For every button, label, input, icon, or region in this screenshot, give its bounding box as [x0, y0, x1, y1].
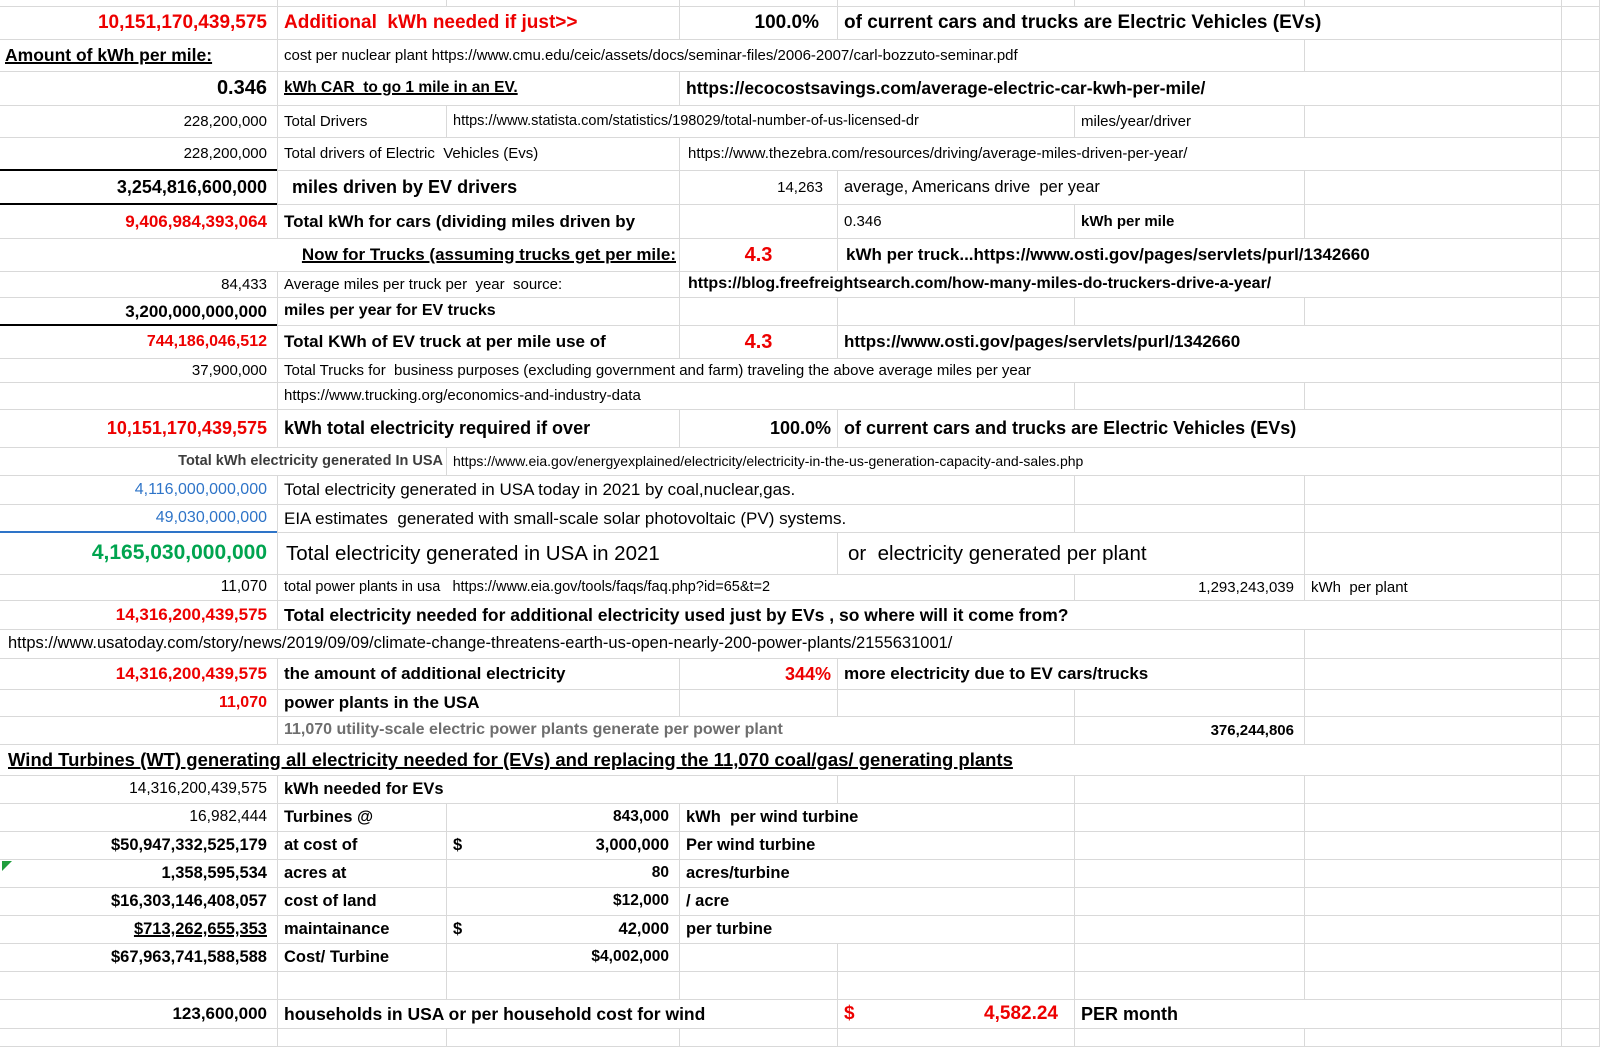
grid-cell-G16[interactable] — [1305, 476, 1562, 505]
grid-cell-F23[interactable] — [1075, 690, 1305, 717]
grid-cell-G0[interactable] — [1305, 0, 1562, 7]
cell-D27[interactable]: kWh per wind turbine — [680, 804, 1074, 831]
cell-B19[interactable]: total power plants in usa https://www.eia.gov/tools/faqs/faq.php?id=65&t=2 — [278, 575, 1074, 600]
grid-cell-G21[interactable] — [1305, 630, 1562, 659]
cell-B16[interactable]: Total electricity generated in USA today in 2021 by coal,nuclear,gas. — [278, 476, 1074, 504]
cell-A5[interactable]: 228,200,000 — [0, 138, 277, 170]
cell-C29[interactable]: 80 — [447, 860, 679, 887]
currency-symbol: $ — [453, 835, 463, 854]
cell-E22[interactable]: more electricity due to EV cars/trucks — [838, 659, 1304, 689]
grid-cell-H9[interactable] — [1562, 272, 1600, 298]
cell-B9[interactable]: Average miles per truck per year source: — [278, 272, 679, 297]
cell-A25[interactable]: Wind Turbines (WT) generating all electricity needed for (EVs) and replacing the 11,070 coal/gas/ generating plants — [0, 745, 1561, 775]
grid-cell-A35[interactable] — [0, 1029, 278, 1047]
cell-A29[interactable]: 1,358,595,534 — [0, 860, 277, 887]
grid-cell-H7[interactable] — [1562, 205, 1600, 239]
grid-cell-H13[interactable] — [1562, 383, 1600, 410]
grid-cell-E35[interactable] — [838, 1029, 1075, 1047]
currency-value: 4,582.24 — [984, 1003, 1058, 1025]
cell-E14[interactable]: of current cars and trucks are Electric Vehicles (EVs) — [838, 410, 1561, 447]
cell-B22[interactable]: the amount of additional electricity — [278, 659, 679, 689]
cell-B2[interactable]: cost per nuclear plant https://www.cmu.edu/ceic/assets/docs/seminar-files/2006-2007/carl-bozzuto-seminar.pdf — [278, 40, 1304, 71]
grid-cell-G10[interactable] — [1305, 298, 1562, 326]
grid-cell-H3[interactable] — [1562, 72, 1600, 106]
grid-cell-H21[interactable] — [1562, 630, 1600, 659]
cell-B34[interactable]: households in USA or per household cost for wind — [278, 1000, 837, 1028]
grid-cell-F13[interactable] — [1075, 383, 1305, 410]
cell-F7[interactable]: kWh per mile — [1075, 205, 1304, 238]
cell-B23[interactable]: power plants in the USA — [278, 690, 679, 716]
currency-symbol: $ — [453, 919, 463, 938]
cell-D6[interactable]: 14,263 — [680, 171, 837, 204]
cell-B28[interactable]: at cost of — [278, 832, 446, 859]
cell-F24[interactable]: 376,244,806 — [1075, 717, 1304, 744]
grid-cell-H23[interactable] — [1562, 690, 1600, 717]
grid-cell-B0[interactable] — [278, 0, 447, 7]
cell-A34[interactable]: 123,600,000 — [0, 1000, 277, 1028]
cell-B17[interactable]: EIA estimates generated with small-scale solar photovoltaic (PV) systems. — [278, 505, 1074, 532]
grid-cell-E33[interactable] — [838, 972, 1075, 1000]
grid-cell-C0[interactable] — [447, 0, 680, 7]
grid-cell-F29[interactable] — [1075, 860, 1305, 888]
cell-C31[interactable] — [447, 916, 679, 943]
grid-cell-F31[interactable] — [1075, 916, 1305, 944]
grid-cell-H31[interactable] — [1562, 916, 1600, 944]
grid-cell-B33[interactable] — [278, 972, 447, 1000]
cell-C32[interactable]: $4,002,000 — [447, 944, 679, 971]
cell-D31[interactable]: per turbine — [680, 916, 1074, 943]
cell-A2[interactable]: Amount of kWh per mile: — [0, 40, 277, 71]
cell-A32[interactable]: $67,963,741,588,588 — [0, 944, 277, 971]
grid-cell-H12[interactable] — [1562, 359, 1600, 383]
grid-cell-G17[interactable] — [1305, 505, 1562, 533]
grid-cell-A0[interactable] — [0, 0, 278, 7]
cell-B20[interactable]: Total electricity needed for additional electricity used just by EVs , so where will it come from? — [278, 601, 1561, 629]
grid-cell-C33[interactable] — [447, 972, 680, 1000]
grid-cell-H0[interactable] — [1562, 0, 1600, 7]
cell-B30[interactable]: cost of land — [278, 888, 446, 915]
comment-flag-icon — [2, 861, 12, 871]
cell-B24[interactable]: 11,070 utility-scale electric power plants generate per power plant — [278, 717, 1074, 744]
cell-A8[interactable]: Now for Trucks (assuming trucks get per mile: — [0, 239, 679, 271]
cell-D5[interactable]: https://www.thezebra.com/resources/driving/average-miles-driven-per-year/ — [680, 138, 1561, 170]
cell-E6[interactable]: average, Americans drive per year — [838, 171, 1304, 204]
grid-cell-F33[interactable] — [1075, 972, 1305, 1000]
grid-cell-G26[interactable] — [1305, 776, 1562, 804]
grid-cell-G29[interactable] — [1305, 860, 1562, 888]
grid-cell-D33[interactable] — [680, 972, 838, 1000]
grid-cell-F32[interactable] — [1075, 944, 1305, 972]
grid-cell-D7[interactable] — [680, 205, 838, 239]
cell-B18[interactable]: Total electricity generated in USA in 2021 — [278, 533, 837, 574]
grid-cell-G35[interactable] — [1305, 1029, 1562, 1047]
grid-cell-F27[interactable] — [1075, 804, 1305, 832]
grid-cell-G2[interactable] — [1305, 40, 1562, 72]
cell-B4[interactable]: Total Drivers — [278, 106, 446, 137]
grid-cell-H4[interactable] — [1562, 106, 1600, 138]
grid-cell-H19[interactable] — [1562, 575, 1600, 601]
cell-A10[interactable]: 3,200,000,000,000 — [0, 298, 277, 325]
cell-B7[interactable]: Total kWh for cars (dividing miles driven by — [278, 205, 679, 238]
grid-cell-G30[interactable] — [1305, 888, 1562, 916]
cell-B10[interactable]: miles per year for EV trucks — [278, 298, 679, 325]
grid-cell-E23[interactable] — [838, 690, 1075, 717]
cell-D22[interactable]: 344% — [680, 659, 837, 689]
cell-A30[interactable]: $16,303,146,408,057 — [0, 888, 277, 915]
cell-D14[interactable]: 100.0% — [680, 410, 837, 447]
grid-cell-H30[interactable] — [1562, 888, 1600, 916]
grid-cell-G13[interactable] — [1305, 383, 1562, 410]
cell-D3[interactable]: https://ecocostsavings.com/average-electric-car-kwh-per-mile/ — [680, 72, 1561, 105]
grid-cell-E26[interactable] — [838, 776, 1075, 804]
grid-cell-E32[interactable] — [838, 944, 1075, 972]
grid-cell-F26[interactable] — [1075, 776, 1305, 804]
grid-cell-D23[interactable] — [680, 690, 838, 717]
cell-E7[interactable]: 0.346 — [838, 205, 1074, 238]
grid-cell-G4[interactable] — [1305, 106, 1562, 138]
grid-cell-G6[interactable] — [1305, 171, 1562, 205]
grid-cell-H1[interactable] — [1562, 7, 1600, 40]
grid-cell-H22[interactable] — [1562, 659, 1600, 690]
grid-cell-H14[interactable] — [1562, 410, 1600, 448]
grid-cell-H15[interactable] — [1562, 448, 1600, 476]
grid-cell-G7[interactable] — [1305, 205, 1562, 239]
grid-cell-H27[interactable] — [1562, 804, 1600, 832]
grid-cell-A13[interactable] — [0, 383, 278, 410]
currency-value: 42,000 — [618, 919, 669, 938]
cell-E11[interactable]: https://www.osti.gov/pages/servlets/purl/1342660 — [838, 326, 1561, 358]
grid-cell-H26[interactable] — [1562, 776, 1600, 804]
grid-cell-H34[interactable] — [1562, 1000, 1600, 1029]
cell-E8[interactable]: kWh per truck...https://www.osti.gov/pages/servlets/purl/1342660 — [838, 239, 1561, 271]
cell-B5[interactable]: Total drivers of Electric Vehicles (Evs) — [278, 138, 679, 170]
cell-A23[interactable]: 11,070 — [0, 690, 277, 716]
grid-cell-D35[interactable] — [680, 1029, 838, 1047]
grid-cell-H17[interactable] — [1562, 505, 1600, 533]
grid-cell-F30[interactable] — [1075, 888, 1305, 916]
grid-cell-H16[interactable] — [1562, 476, 1600, 505]
cell-A12[interactable]: 37,900,000 — [0, 359, 277, 382]
cell-D28[interactable]: Per wind turbine — [680, 832, 1074, 859]
cell-B11[interactable]: Total KWh of EV truck at per mile use of — [278, 326, 679, 358]
cell-F19[interactable]: 1,293,243,039 — [1075, 575, 1304, 600]
grid-cell-H29[interactable] — [1562, 860, 1600, 888]
grid-cell-F0[interactable] — [1075, 0, 1305, 7]
cell-A1[interactable]: 10,151,170,439,575 — [0, 7, 277, 39]
grid-cell-D32[interactable] — [680, 944, 838, 972]
grid-cell-H35[interactable] — [1562, 1029, 1600, 1047]
grid-cell-H8[interactable] — [1562, 239, 1600, 272]
grid-cell-A33[interactable] — [0, 972, 278, 1000]
cell-A17[interactable]: 49,030,000,000 — [0, 505, 277, 532]
cell-A20[interactable]: 14,316,200,439,575 — [0, 601, 277, 629]
grid-cell-H32[interactable] — [1562, 944, 1600, 972]
grid-cell-G24[interactable] — [1305, 717, 1562, 745]
grid-cell-F35[interactable] — [1075, 1029, 1305, 1047]
cell-A27[interactable]: 16,982,444 — [0, 804, 277, 831]
cell-A31[interactable]: $713,262,655,353 — [0, 916, 277, 943]
cell-A7[interactable]: 9,406,984,393,064 — [0, 205, 277, 238]
cell-A11[interactable]: 744,186,046,512 — [0, 326, 277, 358]
grid-cell-D10[interactable] — [680, 298, 838, 326]
grid-cell-B35[interactable] — [278, 1029, 447, 1047]
cell-A18[interactable]: 4,165,030,000,000 — [0, 533, 277, 574]
cell-A4[interactable]: 228,200,000 — [0, 106, 277, 137]
cell-B27[interactable]: Turbines @ — [278, 804, 446, 831]
currency-symbol: $ — [844, 1003, 855, 1025]
cell-B1[interactable]: Additional kWh needed if just>> — [278, 7, 679, 39]
grid-cell-F28[interactable] — [1075, 832, 1305, 860]
grid-cell-H33[interactable] — [1562, 972, 1600, 1000]
grid-cell-G32[interactable] — [1305, 944, 1562, 972]
cell-D29[interactable]: acres/turbine — [680, 860, 1074, 887]
cell-D11[interactable]: 4.3 — [680, 326, 837, 358]
cell-F4[interactable]: miles/year/driver — [1075, 106, 1304, 137]
cell-C28[interactable] — [447, 832, 679, 859]
cell-C15[interactable]: https://www.eia.gov/energyexplained/electricity/electricity-in-the-us-generation-capacity-and-sales.php — [447, 448, 1561, 475]
grid-cell-G28[interactable] — [1305, 832, 1562, 860]
cell-D30[interactable]: / acre — [680, 888, 1074, 915]
grid-cell-H20[interactable] — [1562, 601, 1600, 630]
grid-cell-H28[interactable] — [1562, 832, 1600, 860]
grid-cell-G33[interactable] — [1305, 972, 1562, 1000]
cell-B31[interactable]: maintainance — [278, 916, 446, 943]
currency-value: 3,000,000 — [595, 835, 669, 854]
grid-cell-G23[interactable] — [1305, 690, 1562, 717]
cell-A15[interactable]: Total kWh electricity generated In USA — [0, 448, 446, 475]
cell-C30[interactable]: $12,000 — [447, 888, 679, 915]
grid-cell-H5[interactable] — [1562, 138, 1600, 171]
grid-cell-H6[interactable] — [1562, 171, 1600, 205]
cell-B29[interactable]: acres at — [278, 860, 446, 887]
cell-A21[interactable]: https://www.usatoday.com/story/news/2019/09/09/climate-change-threatens-earth-us-open-nearly-200-power-plants/2155631001/ — [0, 630, 1304, 658]
cell-A6[interactable]: 3,254,816,600,000 — [0, 171, 277, 204]
cell-E34[interactable] — [838, 1000, 1074, 1028]
grid-cell-A24[interactable] — [0, 717, 278, 745]
grid-cell-G18[interactable] — [1305, 533, 1562, 575]
grid-cell-H18[interactable] — [1562, 533, 1600, 575]
grid-cell-C35[interactable] — [447, 1029, 680, 1047]
grid-cell-G27[interactable] — [1305, 804, 1562, 832]
grid-cell-F16[interactable] — [1075, 476, 1305, 505]
cell-C4[interactable]: https://www.statista.com/statistics/198029/total-number-of-us-licensed-dr — [447, 106, 1074, 137]
grid-cell-D0[interactable] — [680, 0, 838, 7]
grid-cell-H2[interactable] — [1562, 40, 1600, 72]
cell-A14[interactable]: 10,151,170,439,575 — [0, 410, 277, 447]
cell-B14[interactable]: kWh total electricity required if over — [278, 410, 679, 447]
cell-A26[interactable]: 14,316,200,439,575 — [0, 776, 277, 803]
cell-B13[interactable]: https://www.trucking.org/economics-and-industry-data — [278, 383, 1074, 409]
cell-A3[interactable]: 0.346 — [0, 72, 277, 105]
cell-B6[interactable]: miles driven by EV drivers — [278, 171, 679, 204]
cell-B26[interactable]: kWh needed for EVs — [278, 776, 837, 803]
cell-B12[interactable]: Total Trucks for business purposes (excluding government and farm) traveling the above average miles per year — [278, 359, 1561, 382]
cell-A9[interactable]: 84,433 — [0, 272, 277, 297]
cell-A22[interactable]: 14,316,200,439,575 — [0, 659, 277, 689]
cell-C27[interactable]: 843,000 — [447, 804, 679, 831]
cell-E18[interactable]: or electricity generated per plant — [838, 533, 1304, 574]
cell-A19[interactable]: 11,070 — [0, 575, 277, 600]
cell-E1[interactable]: of current cars and trucks are Electric Vehicles (EVs) — [838, 7, 1561, 39]
cell-D1[interactable]: 100.0% — [680, 7, 837, 39]
cell-A16[interactable]: 4,116,000,000,000 — [0, 476, 277, 504]
grid-cell-G31[interactable] — [1305, 916, 1562, 944]
grid-cell-H24[interactable] — [1562, 717, 1600, 745]
grid-cell-H25[interactable] — [1562, 745, 1600, 776]
cell-D8[interactable]: 4.3 — [680, 239, 837, 271]
grid-cell-G22[interactable] — [1305, 659, 1562, 690]
grid-cell-H10[interactable] — [1562, 298, 1600, 326]
cell-F34[interactable]: PER month — [1075, 1000, 1561, 1028]
grid-cell-H11[interactable] — [1562, 326, 1600, 359]
cell-B3[interactable]: kWh CAR to go 1 mile in an EV. — [278, 72, 679, 105]
grid-cell-E0[interactable] — [838, 0, 1075, 7]
grid-cell-F10[interactable] — [1075, 298, 1305, 326]
cell-D9[interactable]: https://blog.freefreightsearch.com/how-many-miles-do-truckers-drive-a-year/ — [680, 272, 1561, 297]
cell-G19[interactable]: kWh per plant — [1305, 575, 1561, 600]
cell-B32[interactable]: Cost/ Turbine — [278, 944, 446, 971]
cell-A28[interactable]: $50,947,332,525,179 — [0, 832, 277, 859]
grid-cell-E10[interactable] — [838, 298, 1075, 326]
grid-cell-F17[interactable] — [1075, 505, 1305, 533]
